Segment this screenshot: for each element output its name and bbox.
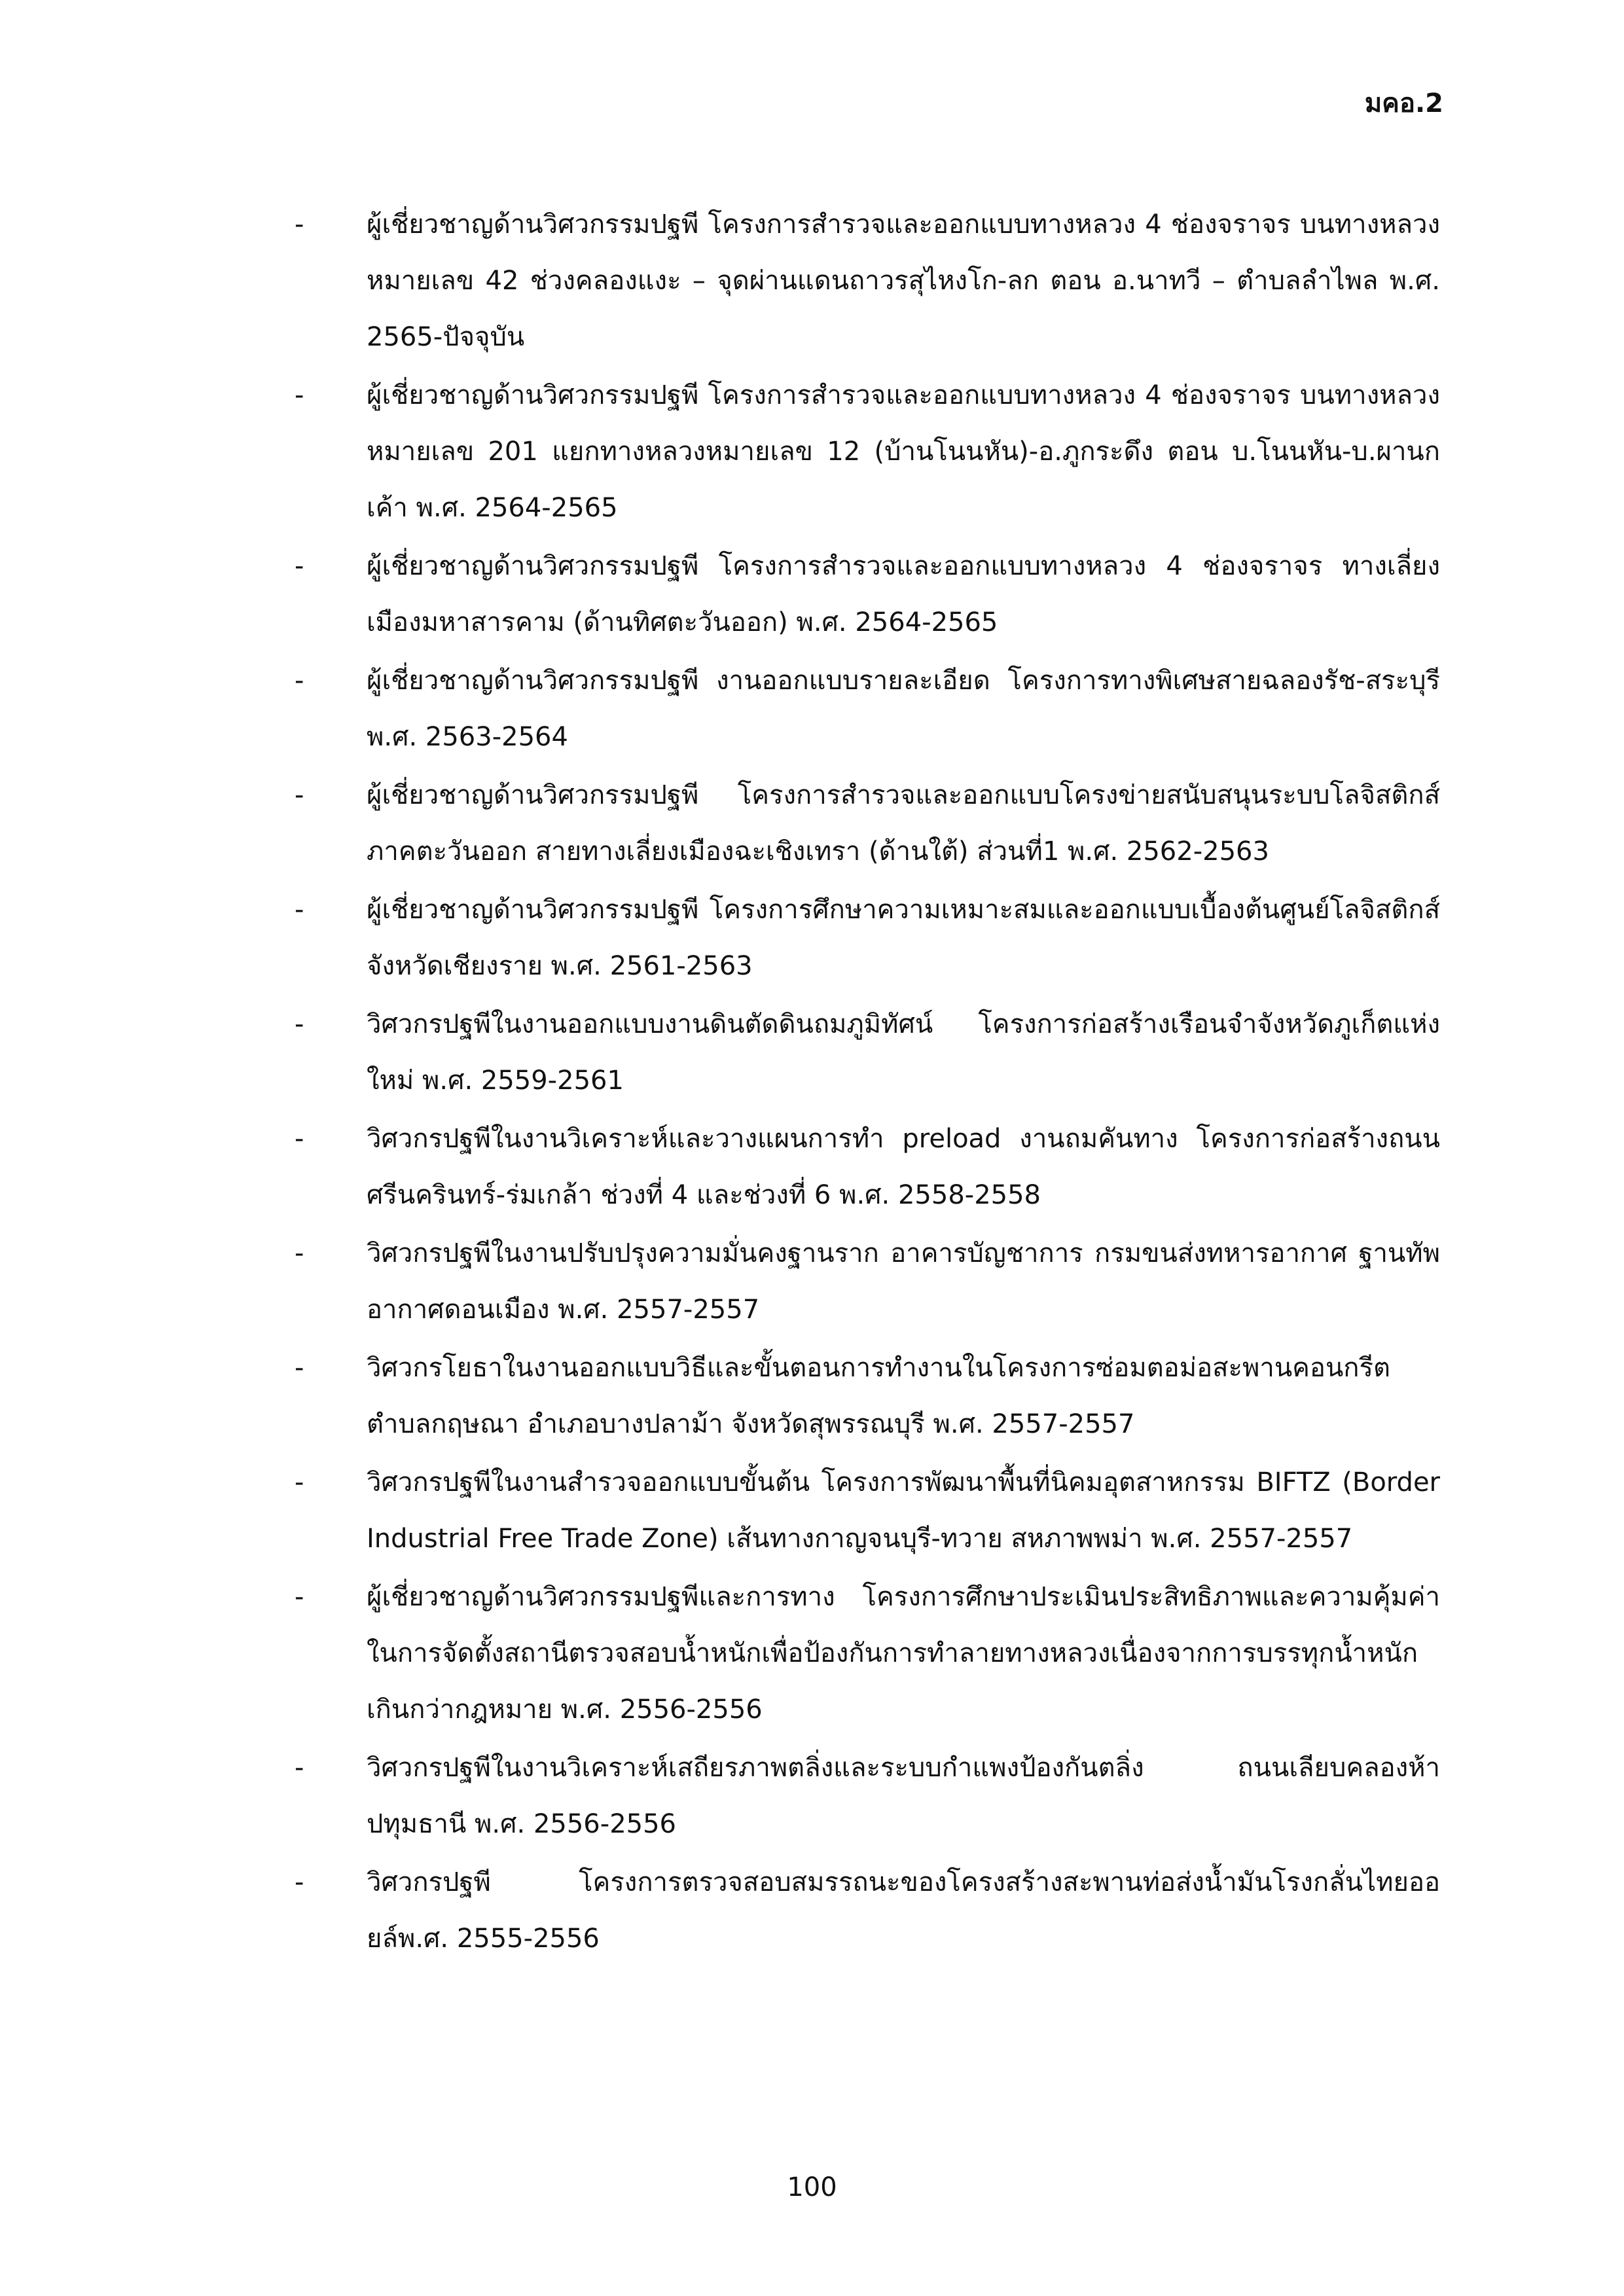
bullet-dash: - [295,1124,304,1154]
document-code: มคอ.2 [1364,88,1443,118]
bullet-dash: - [295,551,304,581]
entry-text: ผู้เชี่ยวชาญด้านวิศวกรรมปฐพี โครงการสำรวจและออกแบบทางหลวง 4 ช่องจราจร ทางเลี่ยงเมืองมหาสารคาม (ด้านทิศตะวันออก) พ.ศ. 2564-2565 [367,551,1440,637]
entry-text: ผู้เชี่ยวชาญด้านวิศวกรรมปฐพี งานออกแบบรายละเอียด โครงการทางพิเศษสายฉลองรัช-สระบุรี พ.ศ. 2563-2564 [367,666,1440,752]
list-item [0,1740,1624,1852]
entry-text: วิศวกรปฐพีในงานสำรวจออกแบบขั้นต้น โครงการพัฒนาพื้นที่นิคมอุตสาหกรรม BIFTZ (Border Industrial Free Trade Zone) เส้นทางกาญจนบุรี-ทวาย สหภาพพม่า พ.ศ. 2557-2557 [367,1467,1440,1554]
list-item [0,1569,1624,1738]
list-item [0,1340,1624,1452]
list-item [0,367,1624,536]
list-item [0,1111,1624,1223]
entry-text: วิศวกรปฐพีในงานปรับปรุงความมั่นคงฐานราก อาคารบัญชาการ กรมขนส่งทหารอากาศ ฐานทัพอากาศดอนเมือง พ.ศ. 2557-2557 [367,1238,1440,1325]
page-number: 100 [787,2172,837,2202]
entry-text: วิศวกรปฐพีในงานออกแบบงานดินตัดดินถมภูมิทัศน์ โครงการก่อสร้างเรือนจำจังหวัดภูเก็ตแห่งใหม่ พ.ศ. 2559-2561 [367,1009,1440,1096]
list-item [0,767,1624,880]
entry-text: ผู้เชี่ยวชาญด้านวิศวกรรมปฐพีและการทาง โครงการศึกษาประเมินประสิทธิภาพและความคุ้มค่าในการจัดตั้งสถานีตรวจสอบน้ำหนักเพื่อป้องกันการทำลายทางหลวงเนื่องจากการบรรทุกน้ำหนักเกินกว่ากฎหมาย พ.ศ. 2556-2556 [367,1582,1440,1725]
entry-text: วิศวกรปฐพีในงานวิเคราะห์เสถียรภาพตลิ่งและระบบกำแพงป้องกันตลิ่ง ถนนเลียบคลองห้าปทุมธานี พ.ศ. 2556-2556 [367,1753,1440,1839]
bullet-dash: - [295,209,304,240]
entry-text: วิศวกรโยธาในงานออกแบบวิธีและขั้นตอนการทำงานในโครงการซ่อมตอม่อสะพานคอนกรีตตำบลกฤษณา อำเภอบางปลาม้า จังหวัดสุพรรณบุรี พ.ศ. 2557-2557 [367,1353,1390,1439]
entry-text: ผู้เชี่ยวชาญด้านวิศวกรรมปฐพี โครงการสำรวจและออกแบบทางหลวง 4 ช่องจราจร บนทางหลวงหมายเลข 42 ช่วงคลองแงะ – จุดผ่านแดนถาวรสุไหงโก-ลก ตอน อ.นาทวี – ตำบลลำไพล พ.ศ. 2565-ปัจจุบัน [367,209,1440,352]
bullet-dash: - [295,1753,304,1783]
bullet-dash: - [295,666,304,696]
bullet-dash: - [295,1353,304,1383]
entry-text: วิศวกรปฐพี โครงการตรวจสอบสมรรถนะของโครงสร้างสะพานท่อส่งน้ำมันโรงกลั่นไทยออยล์พ.ศ. 2555-2556 [367,1867,1440,1954]
entry-text: ผู้เชี่ยวชาญด้านวิศวกรรมปฐพี โครงการศึกษาความเหมาะสมและออกแบบเบื้องต้นศูนย์โลจิสติกส์จังหวัดเชียงราย พ.ศ. 2561-2563 [367,895,1440,981]
list-item [0,1454,1624,1567]
list-item [0,882,1624,994]
experience-list [0,196,1624,1969]
entry-text: วิศวกรปฐพีในงานวิเคราะห์และวางแผนการทำ preload งานถมคันทาง โครงการก่อสร้างถนนศรีนครินทร์-ร่มเกล้า ช่วงที่ 4 และช่วงที่ 6 พ.ศ. 2558-2558 [367,1124,1440,1210]
list-item [0,538,1624,651]
bullet-dash: - [295,1582,304,1612]
bullet-dash: - [295,1238,304,1268]
list-item [0,1225,1624,1338]
bullet-dash: - [295,380,304,410]
list-item [0,196,1624,365]
bullet-dash: - [295,1009,304,1039]
list-item [0,1854,1624,1967]
bullet-dash: - [295,1867,304,1897]
bullet-dash: - [295,1467,304,1498]
list-item [0,996,1624,1109]
bullet-dash: - [295,895,304,925]
entry-text: ผู้เชี่ยวชาญด้านวิศวกรรมปฐพี โครงการสำรวจและออกแบบโครงข่ายสนับสนุนระบบโลจิสติกส์ภาคตะวันออก สายทางเลี่ยงเมืองฉะเชิงเทรา (ด้านใต้) ส่วนที่1 พ.ศ. 2562-2563 [367,780,1440,867]
bullet-dash: - [295,780,304,810]
list-item [0,653,1624,765]
entry-text: ผู้เชี่ยวชาญด้านวิศวกรรมปฐพี โครงการสำรวจและออกแบบทางหลวง 4 ช่องจราจร บนทางหลวงหมายเลข 201 แยกทางหลวงหมายเลข 12 (บ้านโนนหัน)-อ.ภูกระดึง ตอน บ.โนนหัน-บ.ผานกเค้า พ.ศ. 2564-2565 [367,380,1440,523]
